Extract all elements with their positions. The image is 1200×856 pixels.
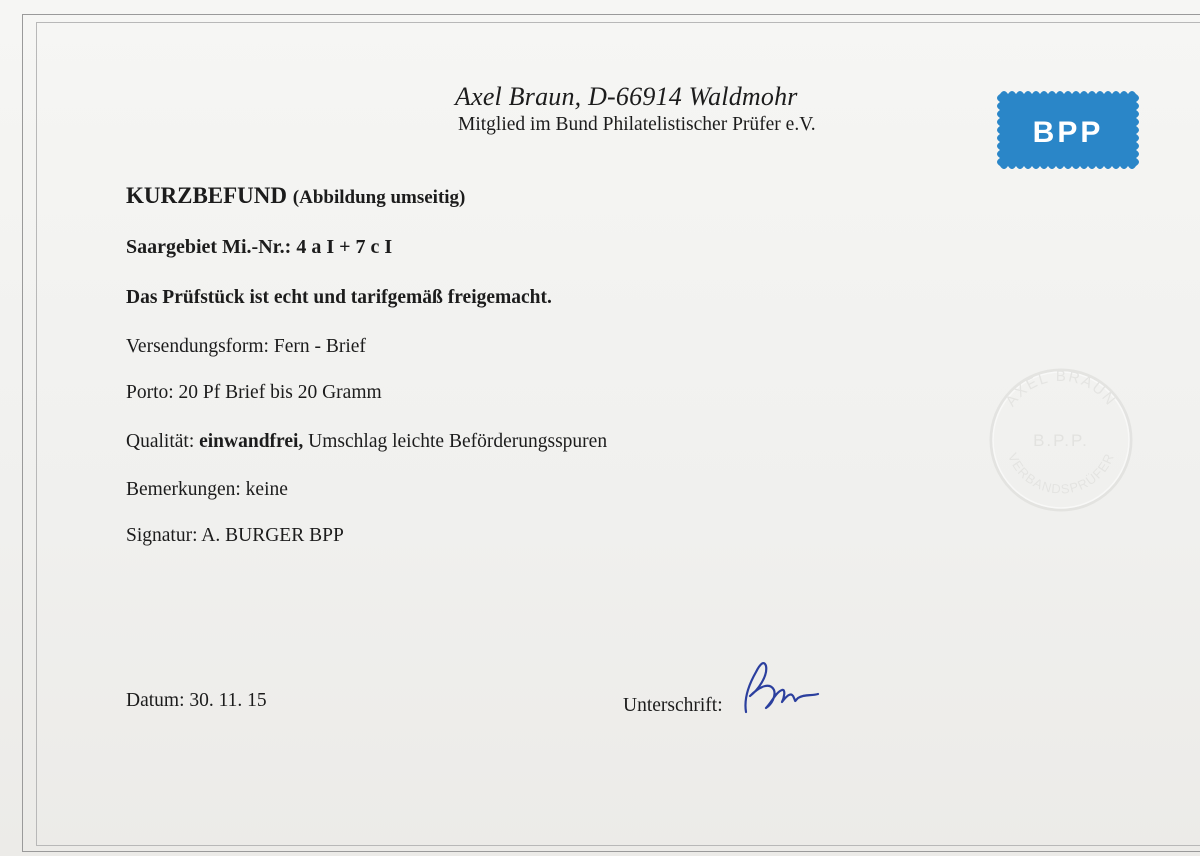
seal-center-text: B.P.P. — [1033, 431, 1089, 450]
remarks-line: Bemerkungen: keine — [126, 479, 288, 500]
report-title-note: (Abbildung umseitig) — [292, 187, 466, 208]
quality-note: Umschlag leichte Beförderungsspuren — [308, 431, 608, 452]
embossed-seal — [986, 356, 1136, 518]
report-title-main: KURZBEFUND — [126, 183, 288, 208]
bpp-logo-text: BPP — [1032, 116, 1104, 149]
catalog-label: Mi.-Nr.: — [222, 236, 292, 258]
report-title — [126, 183, 465, 209]
svg-text:VERBANDSPRÜFER — [1005, 451, 1117, 497]
examiner-name: Axel Braun, D-66914 Waldmohr — [455, 82, 798, 111]
svg-text:AXEL BRAUN — [1002, 368, 1119, 410]
quality-value: einwandfrei, — [199, 431, 304, 452]
seal-bottom-text: VERBANDSPRÜFER — [1005, 450, 1117, 497]
postage-line: Porto: 20 Pf Brief bis 20 Gramm — [126, 382, 382, 403]
handwritten-signature — [736, 656, 820, 716]
seal-top-text: AXEL BRAUN — [1002, 367, 1120, 410]
shipping-line: Versendungsform: Fern - Brief — [126, 336, 366, 357]
signature-mark-line: Signatur: A. BURGER BPP — [126, 525, 344, 546]
verdict-line: Das Prüfstück ist echt und tarifgemäß freigemacht. — [126, 287, 552, 308]
catalog-line — [126, 236, 392, 259]
quality-label: Qualität: — [126, 431, 195, 452]
examiner-membership: Mitglied im Bund Philatelistischer Prüfer e.V. — [458, 114, 816, 135]
catalog-value: 4 a I + 7 c I — [296, 236, 393, 258]
bpp-stamp-logo — [994, 88, 1142, 174]
date-line: Datum: 30. 11. 15 — [126, 690, 267, 711]
quality-line — [126, 431, 607, 453]
signature-label: Unterschrift: — [623, 695, 723, 716]
area-label: Saargebiet — [126, 236, 218, 258]
